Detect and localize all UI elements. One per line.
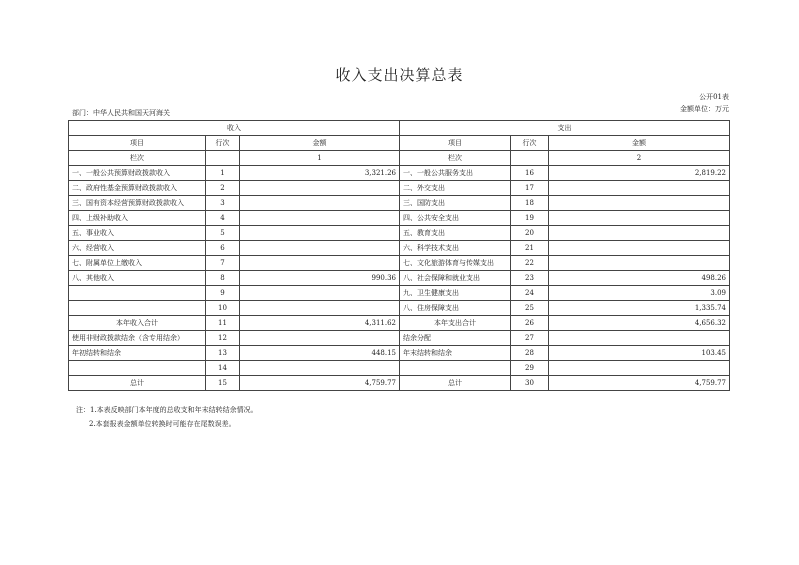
table-row: [69, 346, 730, 361]
income-column-number: 1: [240, 151, 400, 166]
income-amount-cell: [240, 256, 400, 271]
expense-rowno-cell: 27: [511, 331, 549, 346]
table-row: [69, 196, 730, 211]
income-rowno-cell: 8: [206, 271, 240, 286]
income-rowno-cell: 4: [206, 211, 240, 226]
expense-rowno-cell: 16: [511, 166, 549, 181]
table-row: [69, 256, 730, 271]
income-rowno-cell: 10: [206, 301, 240, 316]
expense-amount-cell: [549, 361, 730, 376]
income-item-cell: [69, 286, 206, 301]
expense-item-cell: 三、国防支出: [400, 196, 511, 211]
expense-amount-cell: [549, 241, 730, 256]
income-item-header: 项目: [69, 136, 206, 151]
expense-section-header: 支出: [400, 121, 730, 136]
expense-rowno-cell: 28: [511, 346, 549, 361]
income-amount-header: 金额: [240, 136, 400, 151]
income-rowno-header: 行次: [206, 136, 240, 151]
expense-amount-cell: [549, 256, 730, 271]
expense-amount-cell: 103.45: [549, 346, 730, 361]
income-item-cell: 七、附属单位上缴收入: [69, 256, 206, 271]
expense-item-cell: 五、教育支出: [400, 226, 511, 241]
expense-amount-cell: 1,335.74: [549, 301, 730, 316]
expense-item-cell: [400, 361, 511, 376]
income-item-cell: 总计: [69, 376, 206, 391]
table-row: [69, 376, 730, 391]
note-1: 注：1.本表反映部门本年度的总收支和年末结转结余情况。: [76, 406, 258, 414]
expense-amount-cell: [549, 226, 730, 241]
expense-item-cell: 八、住房保障支出: [400, 301, 511, 316]
income-rowno-cell: 1: [206, 166, 240, 181]
expense-amount-cell: 4,656.32: [549, 316, 730, 331]
income-rowno-cell: 13: [206, 346, 240, 361]
expense-item-cell: 七、文化旅游体育与传媒支出: [400, 256, 511, 271]
table-row: [69, 166, 730, 181]
income-amount-cell: [240, 211, 400, 226]
expense-rowno-cell: 23: [511, 271, 549, 286]
expense-amount-header: 金额: [549, 136, 730, 151]
table-row: [69, 271, 730, 286]
expense-item-cell: 总计: [400, 376, 511, 391]
table-row: [69, 331, 730, 346]
expense-amount-cell: 3.09: [549, 286, 730, 301]
income-amount-cell: [240, 301, 400, 316]
empty-cell: [206, 151, 240, 166]
notes: [76, 403, 258, 431]
expense-rowno-cell: 24: [511, 286, 549, 301]
expense-amount-cell: [549, 331, 730, 346]
income-item-cell: 本年收入合计: [69, 316, 206, 331]
table-row: [69, 241, 730, 256]
income-amount-cell: [240, 181, 400, 196]
income-rowno-cell: 2: [206, 181, 240, 196]
table-row: [69, 286, 730, 301]
income-item-cell: 二、政府性基金预算财政拨款收入: [69, 181, 206, 196]
expense-item-cell: 一、一般公共服务支出: [400, 166, 511, 181]
expense-item-cell: 四、公共安全支出: [400, 211, 511, 226]
income-amount-cell: [240, 361, 400, 376]
expense-rowno-cell: 29: [511, 361, 549, 376]
expense-rowno-cell: 19: [511, 211, 549, 226]
expense-item-cell: 九、卫生健康支出: [400, 286, 511, 301]
income-amount-cell: 4,759.77: [240, 376, 400, 391]
income-amount-cell: [240, 331, 400, 346]
form-code: 公开01表: [699, 93, 729, 101]
table-row: [69, 181, 730, 196]
income-rowno-cell: 14: [206, 361, 240, 376]
expense-rowno-cell: 30: [511, 376, 549, 391]
empty-cell: [511, 151, 549, 166]
expense-amount-cell: 498.26: [549, 271, 730, 286]
column-header-row: [69, 136, 730, 151]
expense-column-number: 2: [549, 151, 730, 166]
expense-rowno-cell: 20: [511, 226, 549, 241]
expense-rowno-cell: 17: [511, 181, 549, 196]
expense-rowno-cell: 18: [511, 196, 549, 211]
table-row: [69, 361, 730, 376]
expense-rowno-cell: 21: [511, 241, 549, 256]
amount-unit-label: 金额单位：万元: [680, 105, 729, 113]
expense-item-cell: 结余分配: [400, 331, 511, 346]
income-rowno-cell: 6: [206, 241, 240, 256]
expense-item-header: 项目: [400, 136, 511, 151]
income-item-cell: 三、国有资本经营预算财政拨款收入: [69, 196, 206, 211]
column-number-row: [69, 151, 730, 166]
income-amount-cell: 990.36: [240, 271, 400, 286]
expense-amount-cell: [549, 211, 730, 226]
table-row: [69, 211, 730, 226]
expense-item-cell: 八、社会保障和就业支出: [400, 271, 511, 286]
table-row: [69, 301, 730, 316]
expense-amount-cell: 2,819.22: [549, 166, 730, 181]
expense-rowno-cell: 26: [511, 316, 549, 331]
income-amount-cell: [240, 196, 400, 211]
income-rowno-cell: 3: [206, 196, 240, 211]
income-item-cell: 使用非财政拨款结余（含专用结余）: [69, 331, 206, 346]
income-expense-table: [68, 120, 730, 391]
income-rowno-cell: 7: [206, 256, 240, 271]
section-header-row: [69, 121, 730, 136]
expense-rowno-header: 行次: [511, 136, 549, 151]
income-amount-cell: 448.15: [240, 346, 400, 361]
income-item-cell: 六、经营收入: [69, 241, 206, 256]
income-amount-cell: 4,311.62: [240, 316, 400, 331]
expense-amount-cell: [549, 196, 730, 211]
department-label: 部门：中华人民共和国天河海关: [72, 109, 170, 117]
income-item-cell: [69, 361, 206, 376]
income-rowno-cell: 15: [206, 376, 240, 391]
income-amount-cell: [240, 241, 400, 256]
income-amount-cell: 3,321.26: [240, 166, 400, 181]
expense-item-cell: 本年支出合计: [400, 316, 511, 331]
page-title: 收入支出决算总表: [335, 66, 464, 84]
income-item-cell: 四、上级补助收入: [69, 211, 206, 226]
income-item-cell: 五、事业收入: [69, 226, 206, 241]
expense-item-cell: 六、科学技术支出: [400, 241, 511, 256]
income-rowno-cell: 5: [206, 226, 240, 241]
income-rowno-cell: 9: [206, 286, 240, 301]
expense-column-label: 栏次: [400, 151, 511, 166]
income-column-label: 栏次: [69, 151, 206, 166]
note-2: 2.本套报表金额单位转换时可能存在尾数误差。: [89, 420, 236, 428]
income-amount-cell: [240, 226, 400, 241]
income-section-header: 收入: [69, 121, 400, 136]
expense-item-cell: 年末结转和结余: [400, 346, 511, 361]
expense-amount-cell: 4,759.77: [549, 376, 730, 391]
income-item-cell: [69, 301, 206, 316]
income-item-cell: 一、一般公共预算财政拨款收入: [69, 166, 206, 181]
expense-item-cell: 二、外交支出: [400, 181, 511, 196]
table-row: [69, 316, 730, 331]
expense-amount-cell: [549, 181, 730, 196]
income-item-cell: 八、其他收入: [69, 271, 206, 286]
income-amount-cell: [240, 286, 400, 301]
income-item-cell: 年初结转和结余: [69, 346, 206, 361]
table-row: [69, 226, 730, 241]
expense-rowno-cell: 22: [511, 256, 549, 271]
income-rowno-cell: 11: [206, 316, 240, 331]
income-rowno-cell: 12: [206, 331, 240, 346]
expense-rowno-cell: 25: [511, 301, 549, 316]
